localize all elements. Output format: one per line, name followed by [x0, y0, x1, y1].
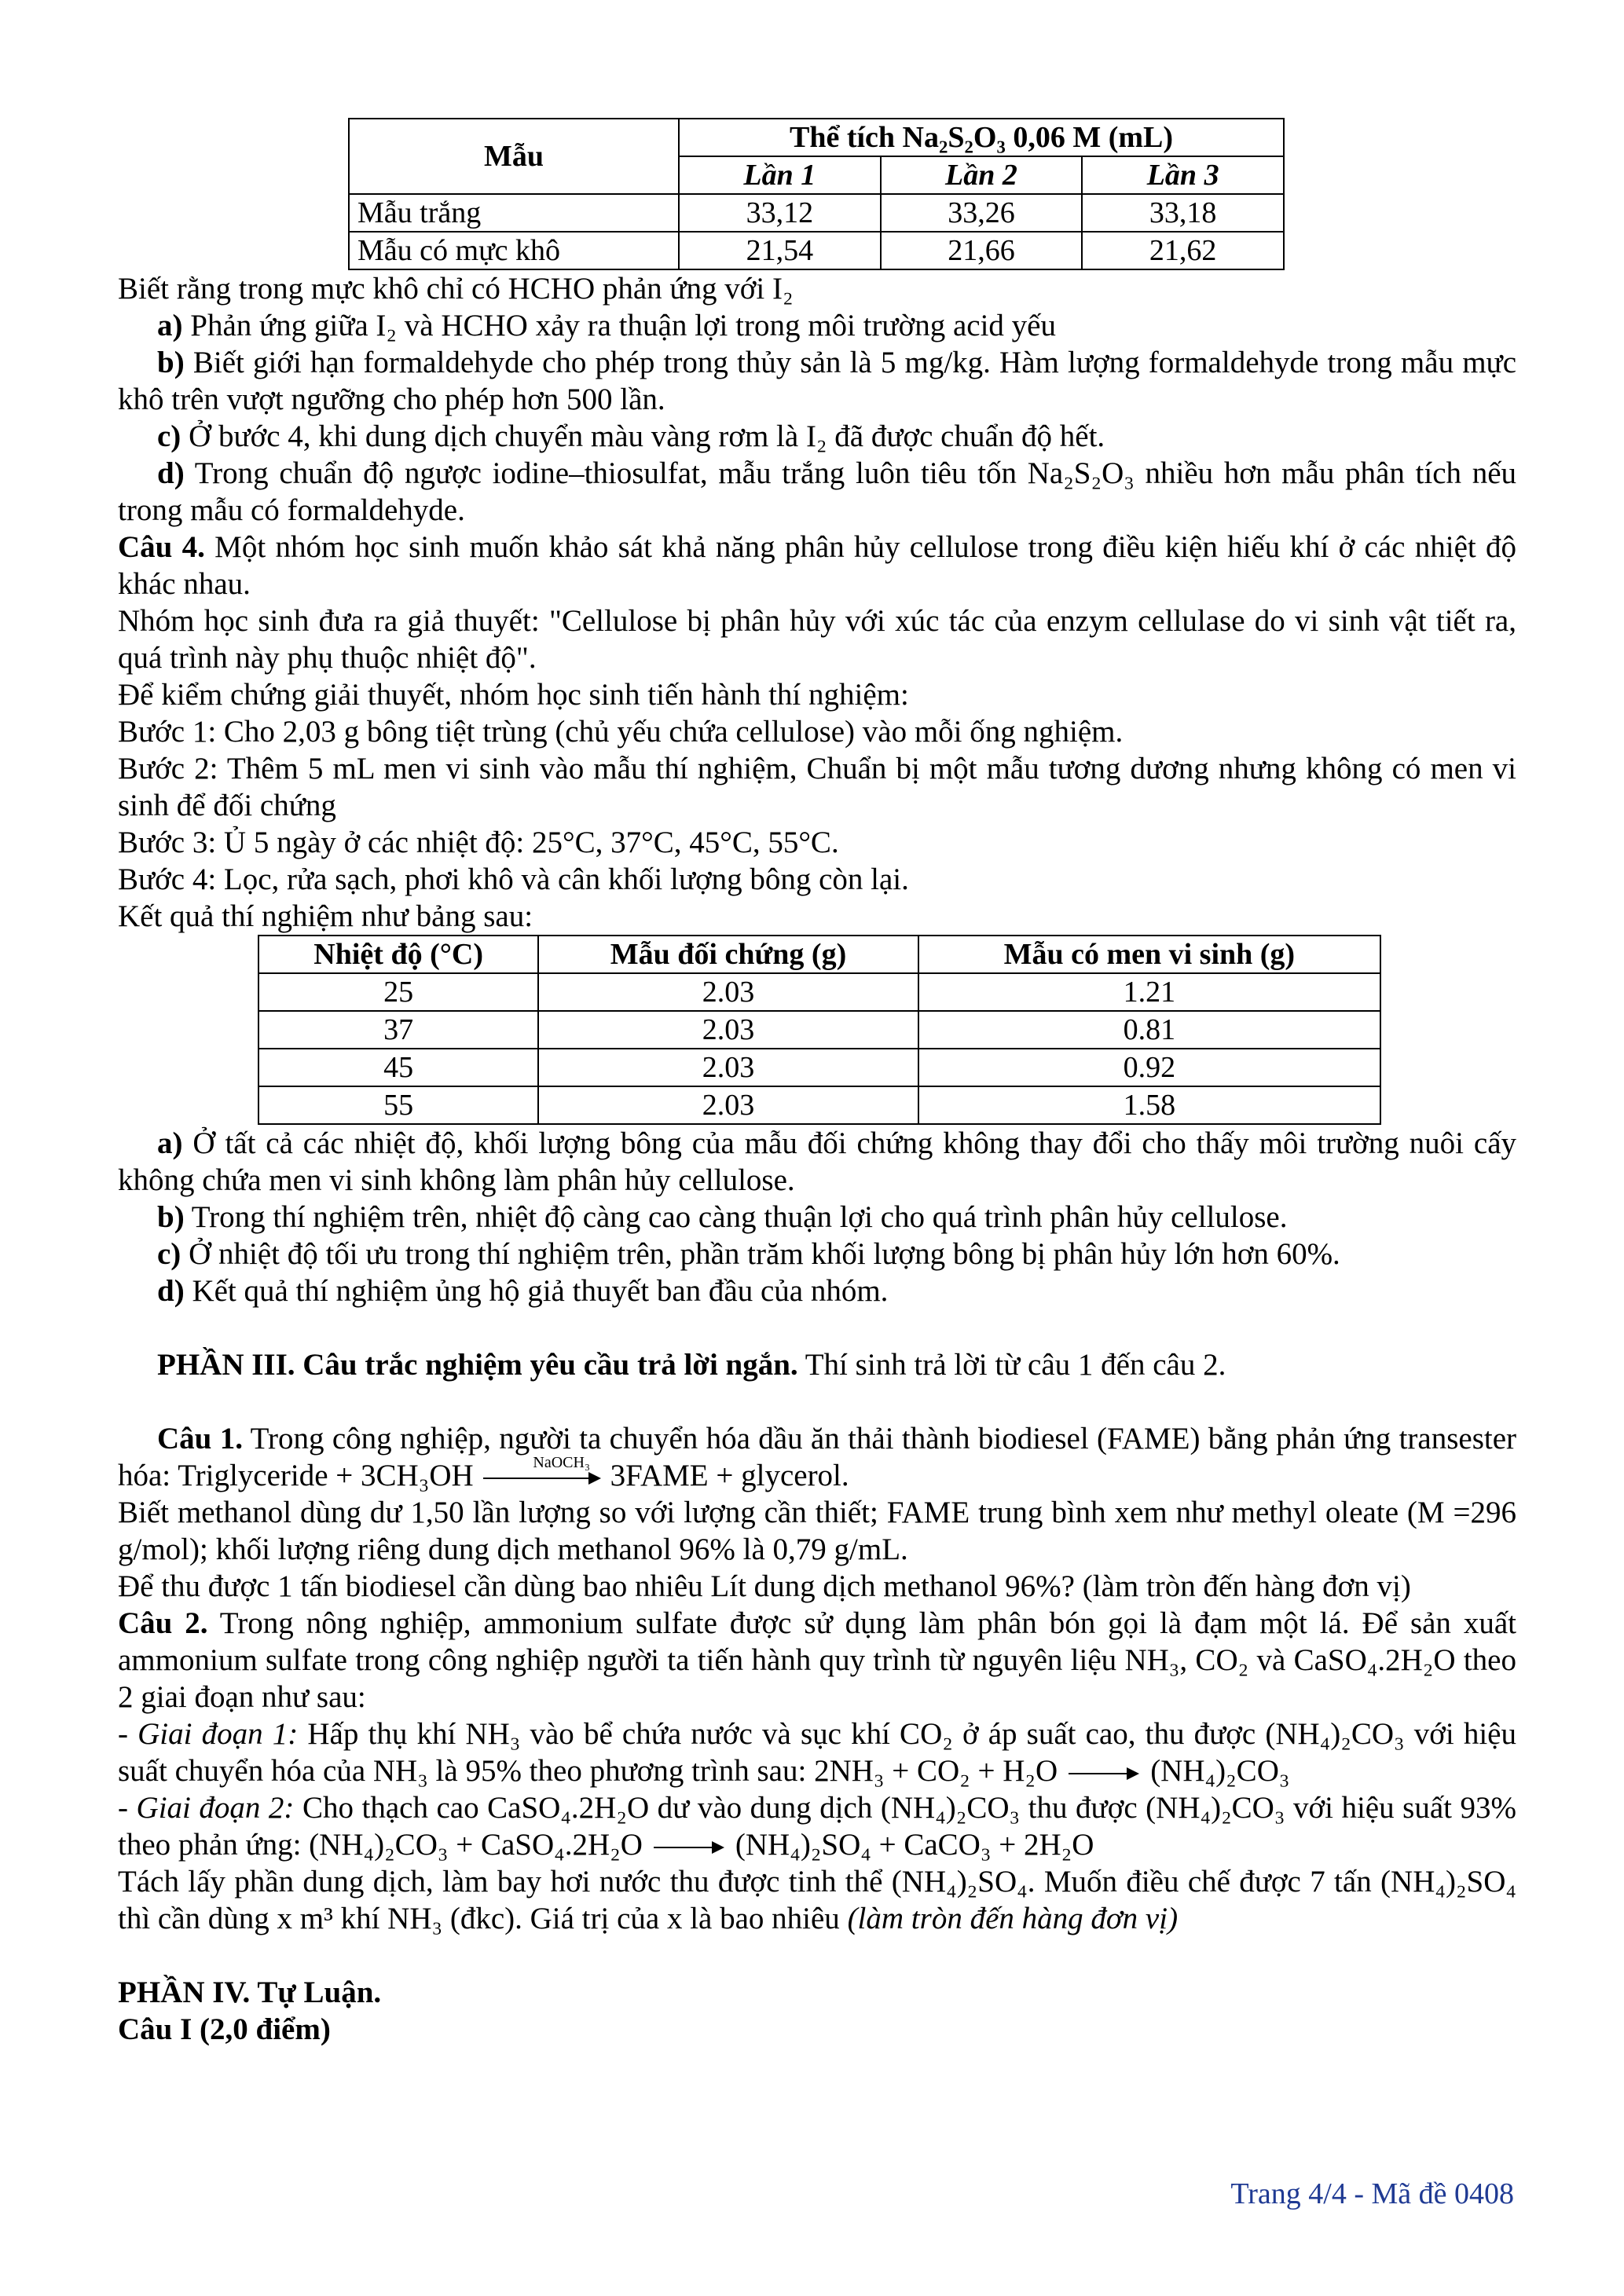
part3-q1: Câu 1. Trong công nghiệp, người ta chuyển hóa dầu ăn thải thành biodiesel (FAME) bằng phản ứng transester hóa: Triglyceride + 3CH₃OH NaOCH₃ 3FAME + glycerol.: [118, 1422, 1517, 1492]
reaction-arrow: [1069, 1752, 1139, 1789]
table-row: [349, 194, 1284, 232]
q4-statement-a: a) Ở tất cả các nhiệt độ, khối lượng bông của mẫu đối chứng không thay đổi cho thấy môi trường nuôi cấy không chứa men vi sinh không làm phân hủy cellulose.: [118, 1126, 1516, 1197]
titration-table: [348, 118, 1285, 270]
table-row: [258, 973, 1380, 1011]
header-run-3: Lần 3: [1082, 156, 1284, 194]
header-run-1: Lần 1: [679, 156, 881, 194]
cell: 2.03: [538, 1011, 918, 1049]
part3-q2-stage-2: - Giai đoạn 2: Cho thạch cao CaSO₄.2H₂O dư vào dung dịch (NH₄)₂CO₃ thu được (NH₄)₂CO₃ với hiệu suất 93% theo phản ứng: (NH₄)₂CO₃ + CaSO₄.2H₂O (NH₄)₂SO₄ + CaCO₃ + 2H₂O: [118, 1791, 1516, 1862]
cell: 33,26: [881, 194, 1083, 232]
q4-step-1: Bước 1: Cho 2,03 g bông tiệt trùng (chủ yếu chứa cellulose) vào mỗi ống nghiệm.: [118, 715, 1124, 749]
part3-q2-question: Tách lấy phần dung dịch, làm bay hơi nước thu được tinh thể (NH₄)₂SO₄. Muốn điều chế được 7 tấn (NH₄)₂SO₄ thì cần dùng x m³ khí NH₃ (đkc). Giá trị của x là bao nhiêu (làm tròn đến hàng đơn vị): [118, 1865, 1516, 1935]
cell: 0.92: [918, 1049, 1380, 1086]
q4-statement-b: b) Trong thí nghiệm trên, nhiệt độ càng cao càng thuận lợi cho quá trình phân hủy cellulose.: [157, 1200, 1288, 1234]
q4-statement-d: d) Kết quả thí nghiệm ủng hộ giả thuyết ban đầu của nhóm.: [157, 1274, 889, 1308]
cell: 25: [258, 973, 538, 1011]
table-row: [258, 1086, 1380, 1124]
cell: 33,18: [1082, 194, 1284, 232]
header-sample: Mẫu: [349, 119, 679, 194]
cell: 33,12: [679, 194, 881, 232]
cell: 45: [258, 1049, 538, 1086]
part3-q1-question: Để thu được 1 tấn biodiesel cần dùng bao nhiêu Lít dung dịch methanol 96%? (làm tròn đến hàng đơn vị): [118, 1569, 1411, 1603]
header-microbe: Mẫu có men vi sinh (g): [918, 936, 1380, 973]
header-run-2: Lần 2: [881, 156, 1083, 194]
q4-hypothesis: Nhóm học sinh đưa ra giả thuyết: "Cellulose bị phân hủy với xúc tác của enzym cellulase do vi sinh vật tiết ra, quá trình này phụ thuộc nhiệt độ".: [118, 604, 1516, 675]
part3-q1-data: Biết methanol dùng dư 1,50 lần lượng so với lượng cần thiết; FAME trung bình xem như methyl oleate (M =296 g/mol); khối lượng riêng dung dịch methanol 96% là 0,79 g/mL.: [118, 1496, 1516, 1566]
part3-q2: Câu 2. Trong nông nghiệp, ammonium sulfate được sử dụng làm phân bón gọi là đạm một lá. Để sản xuất ammonium sulfate trong công nghiệp người ta tiến hành quy trình từ nguyên liệu NH₃, CO₂ và CaSO₄.2H₂O theo 2 giai đoạn như sau:: [118, 1606, 1517, 1714]
document-page: [118, 118, 1516, 2048]
part4-question-1: Câu I (2,0 điểm): [118, 2012, 331, 2046]
q3-note: Biết rằng trong mực khô chỉ có HCHO phản ứng với I₂: [118, 272, 794, 306]
table-row: [258, 1049, 1380, 1086]
cellulose-table: [258, 935, 1381, 1125]
cell: 21,54: [679, 232, 881, 269]
part3-q2-stage-1: - Giai đoạn 1: Hấp thụ khí NH₃ vào bể chứa nước và sục khí CO₂ ở áp suất cao, thu được (NH₄)₂CO₃ với hiệu suất chuyển hóa của NH₃ là 95% theo phương trình sau: 2NH₃ + CO₂ + H₂O (NH₄)₂CO₃: [118, 1717, 1516, 1788]
q3-statement-c: c) Ở bước 4, khi dung dịch chuyển màu vàng rơm là I₂ đã được chuẩn độ hết.: [157, 419, 1105, 453]
q4-intro: Câu 4. Một nhóm học sinh muốn khảo sát khả năng phân hủy cellulose trong điều kiện hiếu khí ở các nhiệt độ khác nhau.: [118, 530, 1517, 601]
cell: 1.58: [918, 1086, 1380, 1124]
cell: 1.21: [918, 973, 1380, 1011]
page-footer: Trang 4/4 - Mã đề 0408: [1230, 2177, 1514, 2210]
cell: 2.03: [538, 1086, 918, 1124]
reaction-arrow: [483, 1454, 601, 1494]
cell: 0.81: [918, 1011, 1380, 1049]
q4-verify: Để kiểm chứng giải thuyết, nhóm học sinh tiến hành thí nghiệm:: [118, 678, 909, 712]
part4-heading: PHẦN IV. Tự Luận.: [118, 1976, 382, 2009]
q4-statement-c: c) Ở nhiệt độ tối ưu trong thí nghiệm trên, phần trăm khối lượng bông bị phân hủy lớn hơn 60%.: [157, 1237, 1340, 1271]
q3-statement-b: b) Biết giới hạn formaldehyde cho phép trong thủy sản là 5 mg/kg. Hàm lượng formaldehyde trong mẫu mực khô trên vượt ngưỡng cho phép hơn 500 lần.: [118, 346, 1517, 416]
table-row: [258, 1011, 1380, 1049]
cell: 37: [258, 1011, 538, 1049]
cell: 55: [258, 1086, 538, 1124]
q4-step-3: Bước 3: Ủ 5 ngày ở các nhiệt độ: 25°C, 37°C, 45°C, 55°C.: [118, 826, 839, 859]
header-volume: Thể tích Na₂S₂O₃ 0,06 M (mL): [679, 119, 1284, 156]
q4-result-intro: Kết quả thí nghiệm như bảng sau:: [118, 899, 533, 933]
q4-step-2: Bước 2: Thêm 5 mL men vi sinh vào mẫu thí nghiệm, Chuẩn bị một mẫu tương dương nhưng không có men vi sinh để đối chứng: [118, 752, 1516, 822]
q4-step-4: Bước 4: Lọc, rửa sạch, phơi khô và cân khối lượng bông còn lại.: [118, 862, 909, 896]
cell: 21,66: [881, 232, 1083, 269]
row-label: Mẫu có mực khô: [349, 232, 679, 269]
reaction-arrow: [654, 1826, 724, 1863]
cell: 2.03: [538, 1049, 918, 1086]
row-label: Mẫu trắng: [349, 194, 679, 232]
cell: 2.03: [538, 973, 918, 1011]
part3-heading: PHẦN III. Câu trắc nghiệm yêu cầu trả lời ngắn. Thí sinh trả lời từ câu 1 đến câu 2.: [157, 1348, 1226, 1382]
q3-statement-d: d) Trong chuẩn độ ngược iodine–thiosulfat, mẫu trắng luôn tiêu tốn Na₂S₂O₃ nhiều hơn mẫu phân tích nếu trong mẫu có formaldehyde.: [118, 456, 1517, 527]
header-control: Mẫu đối chứng (g): [538, 936, 918, 973]
table-row: [349, 232, 1284, 269]
cell: 21,62: [1082, 232, 1284, 269]
q3-statement-a: a) Phản ứng giữa I₂ và HCHO xảy ra thuận lợi trong môi trường acid yếu: [157, 309, 1056, 342]
header-temperature: Nhiệt độ (°C): [258, 936, 538, 973]
catalyst-label: NaOCH₃: [533, 1454, 590, 1471]
